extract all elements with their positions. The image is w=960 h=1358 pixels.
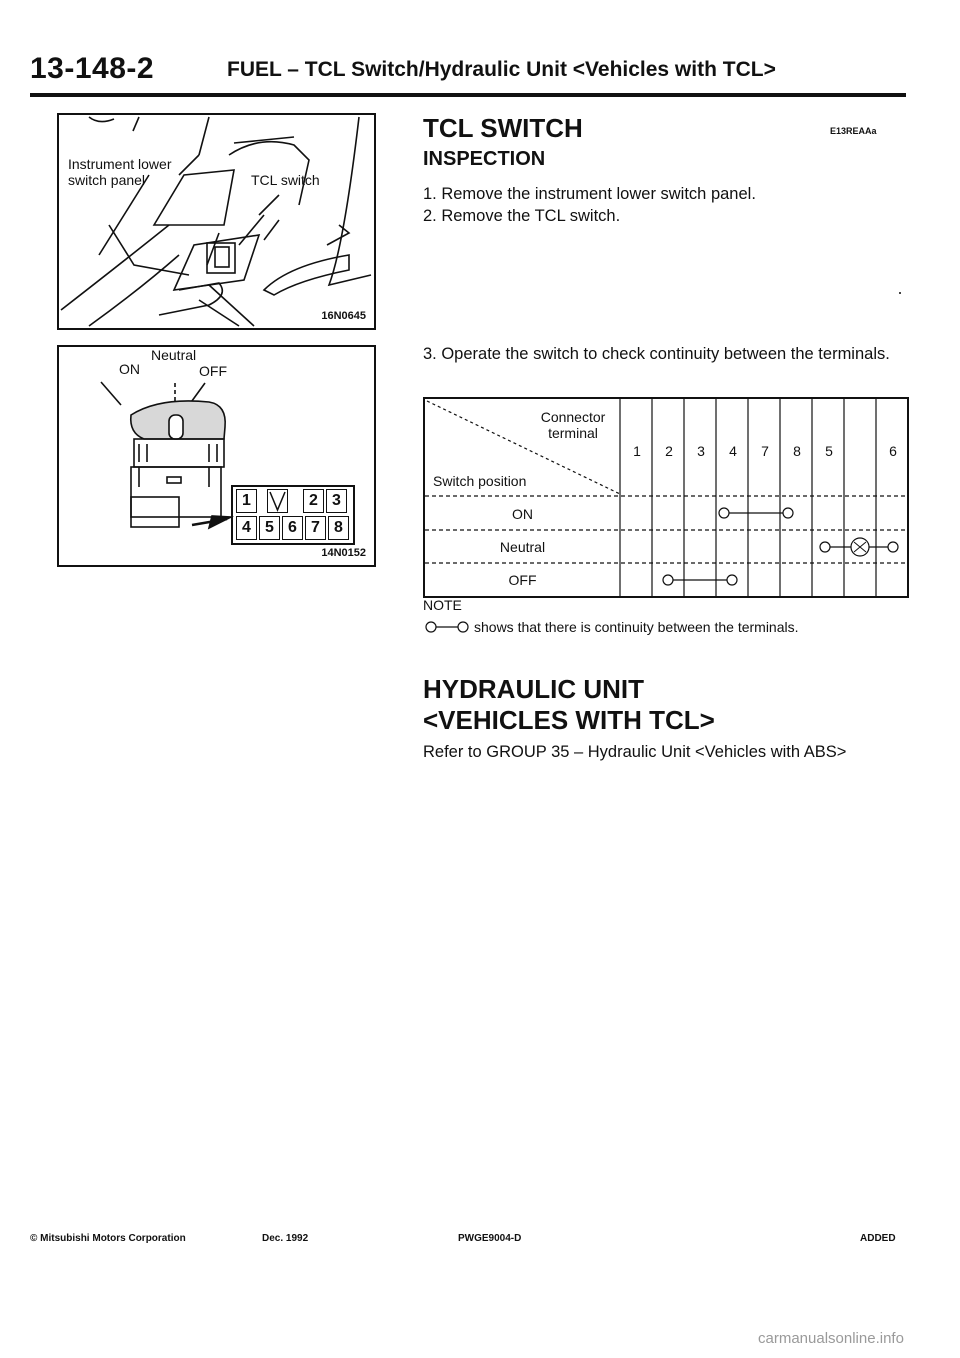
label-neutral: Neutral bbox=[151, 347, 197, 363]
label-tcl-switch: TCL switch bbox=[251, 172, 320, 188]
terminal-6: 6 bbox=[889, 443, 897, 459]
terminal-3: 3 bbox=[697, 443, 705, 459]
continuity-table bbox=[423, 397, 909, 598]
stray-dot bbox=[899, 292, 901, 294]
header-switch-position: Switch position bbox=[433, 473, 527, 489]
document-code: E13REAAa bbox=[830, 126, 877, 136]
page-title: FUEL – TCL Switch/Hydraulic Unit <Vehicles with TCL> bbox=[227, 58, 776, 81]
step-3: 3. Operate the switch to check continuity between the terminals. bbox=[423, 345, 890, 363]
figure-tcl-switch-connector bbox=[57, 345, 376, 567]
header-connector-terminal: Connector terminal bbox=[540, 409, 606, 441]
footer-date: Dec. 1992 bbox=[262, 1233, 309, 1244]
continuity-symbol-icon bbox=[424, 620, 472, 634]
label-instrument-lower-line1: Instrument lower bbox=[68, 156, 172, 172]
pin-7: 7 bbox=[305, 516, 326, 540]
footer-status: ADDED bbox=[860, 1233, 896, 1244]
subsection-title-inspection: INSPECTION bbox=[423, 148, 546, 170]
continuity-neutral bbox=[820, 538, 898, 556]
footer-copyright: © Mitsubishi Motors Corporation bbox=[30, 1233, 186, 1244]
terminal-2: 2 bbox=[665, 443, 673, 459]
pin-2: 2 bbox=[303, 489, 324, 513]
pin-4: 4 bbox=[236, 516, 257, 540]
terminal-5: 5 bbox=[825, 443, 833, 459]
terminal-7: 7 bbox=[761, 443, 769, 459]
note-text: shows that there is continuity between the terminals. bbox=[474, 619, 799, 635]
dashboard-illustration bbox=[59, 115, 374, 328]
continuity-on bbox=[719, 508, 793, 518]
pin-8: 8 bbox=[328, 516, 349, 540]
section-title-vehicles-with-tcl: <VEHICLES WITH TCL> bbox=[423, 705, 715, 735]
reference-text: Refer to GROUP 35 – Hydraulic Unit <Vehicles with ABS> bbox=[423, 743, 847, 761]
pin-5: 5 bbox=[259, 516, 280, 540]
row-label-off: OFF bbox=[508, 572, 537, 588]
continuity-off bbox=[663, 575, 737, 585]
step-2: 2. Remove the TCL switch. bbox=[423, 207, 621, 225]
terminal-8: 8 bbox=[793, 443, 801, 459]
header-rule bbox=[30, 93, 906, 97]
table-grid bbox=[425, 399, 907, 596]
pin-key bbox=[267, 489, 288, 513]
terminal-4: 4 bbox=[729, 443, 737, 459]
terminal-1: 1 bbox=[633, 443, 641, 459]
figure-code: 14N0152 bbox=[321, 547, 366, 559]
footer-code: PWGE9004-D bbox=[458, 1233, 522, 1244]
figure-switch-panel-location bbox=[57, 113, 376, 330]
step-1: 1. Remove the instrument lower switch panel. bbox=[423, 185, 756, 203]
row-label-on: ON bbox=[512, 506, 533, 522]
label-off: OFF bbox=[199, 363, 227, 379]
note-title: NOTE bbox=[423, 597, 462, 613]
page-number: 13-148-2 bbox=[30, 52, 155, 85]
pin-6: 6 bbox=[282, 516, 303, 540]
row-label-neutral: Neutral bbox=[499, 539, 546, 555]
section-title-hydraulic-unit: HYDRAULIC UNIT bbox=[423, 674, 644, 704]
label-on: ON bbox=[119, 361, 140, 377]
section-title-tcl-switch: TCL SWITCH bbox=[423, 113, 583, 143]
watermark: carmanualsonline.info bbox=[758, 1330, 904, 1347]
pin-1: 1 bbox=[236, 489, 257, 513]
label-instrument-lower-line2: switch panel bbox=[68, 172, 146, 188]
key-icon bbox=[268, 490, 287, 512]
figure-code: 16N0645 bbox=[321, 310, 366, 322]
pin-3: 3 bbox=[326, 489, 347, 513]
connector-face bbox=[231, 485, 355, 545]
